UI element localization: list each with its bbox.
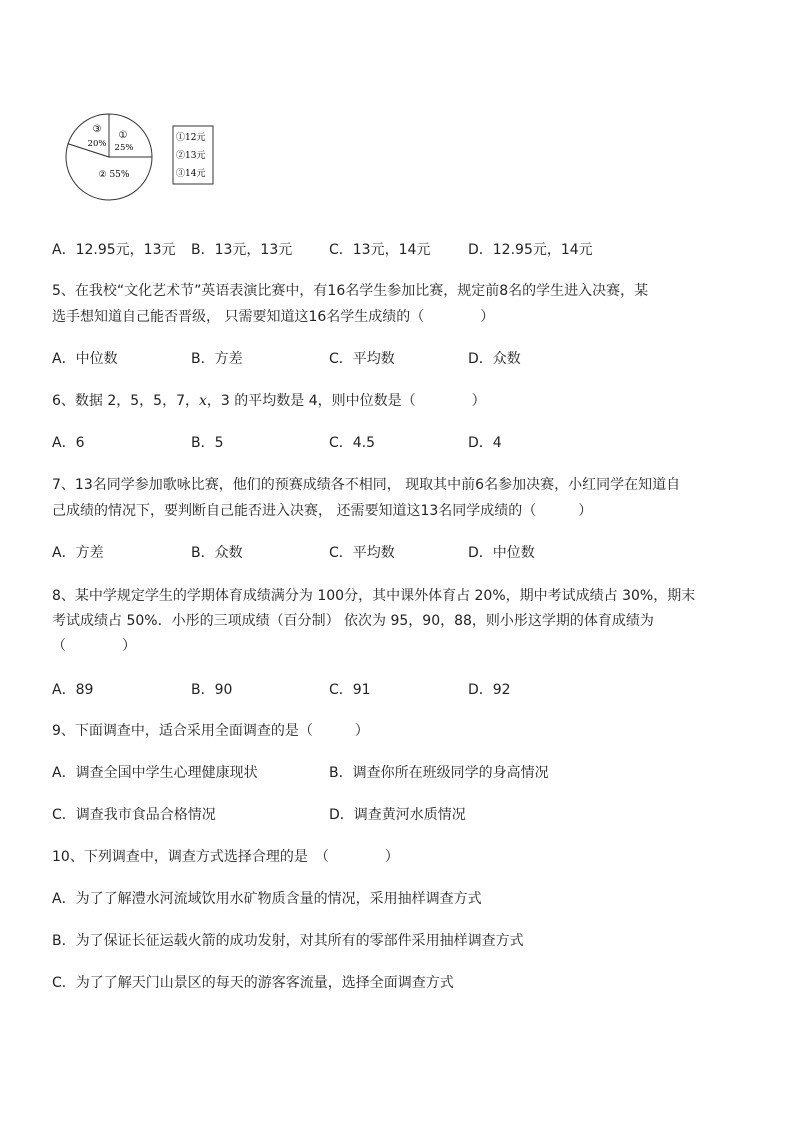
pie-chart — [60, 112, 230, 202]
q6-option-c: C．4.5 — [329, 435, 376, 451]
q7-option-a: A．方差 — [52, 545, 104, 561]
legend-item-1: ①12元 — [176, 133, 206, 143]
q9-option-c: C．调查我市食品合格情况 — [52, 807, 216, 823]
q6-option-d: D．4 — [468, 435, 502, 451]
q9-option-a: A．调查全国中学生心理健康现状 — [52, 765, 258, 781]
q6-variable-x: x — [199, 393, 207, 409]
legend-item-3: ③14元 — [176, 169, 206, 179]
q7-option-c: C．平均数 — [329, 545, 395, 561]
q4-option-d: D．12.95元，14元 — [468, 242, 593, 258]
q9-stem: 9、下面调查中，适合采用全面调查的是（ ） — [52, 723, 369, 739]
q10-option-a: A．为了了解澧水河流域饮用水矿物质含量的情况，采用抽样调查方式 — [52, 891, 482, 907]
q6-stem — [52, 391, 486, 411]
q9-option-b: B．调查你所在班级同学的身高情况 — [329, 765, 549, 781]
q5-option-c: C．平均数 — [329, 351, 395, 367]
q5-option-d: D．众数 — [468, 351, 521, 367]
q6-option-a: A．6 — [52, 435, 85, 451]
q8-option-c: C．91 — [329, 682, 371, 698]
slice-1-marker: ① — [118, 130, 128, 141]
q8-option-a: A．89 — [52, 682, 94, 698]
q8-stem-line1: 8、某中学规定学生的学期体育成绩满分为 100分，其中课外体育占 20%，期中考试成绩占 30%，期末 — [52, 588, 696, 604]
q7-stem-line2: 己成绩的情况下，要判断自己能否进入决赛， 还需要知道这13名同学成绩的（ ） — [52, 503, 593, 519]
q7-stem-line1: 7、13名同学参加歌咏比赛，他们的预赛成绩各不相同， 现取其中前6名参加决赛，小红同学在知道自 — [52, 477, 681, 493]
q5-stem-line1: 5、在我校“文化艺术节”英语表演比赛中，有16名学生参加比赛，规定前8名的学生进入决赛，某 — [52, 283, 649, 299]
q7-option-b: B．众数 — [191, 545, 243, 561]
q5-stem-line2: 选手想知道自己能否晋级， 只需要知道这16名学生成绩的（ ） — [52, 309, 495, 325]
q6-option-b: B．5 — [191, 435, 224, 451]
q4-option-b: B．13元，13元 — [191, 242, 293, 258]
pie-slices — [66, 114, 152, 200]
q10-option-b: B．为了保证长征运载火箭的成功发射，对其所有的零部件采用抽样调查方式 — [52, 933, 524, 949]
q4-option-a: A．12.95元，13元 — [52, 242, 176, 258]
q10-stem: 10、下列调查中，调查方式选择合理的是 （ ） — [52, 849, 399, 865]
slice-3-label: 20% — [87, 139, 107, 149]
q8-option-b: B．90 — [191, 682, 233, 698]
slice-1-label: 25% — [114, 143, 134, 153]
legend-item-2: ②13元 — [176, 151, 206, 161]
q7-option-d: D．中位数 — [468, 545, 535, 561]
q10-option-c: C．为了了解天门山景区的每天的游客客流量，选择全面调查方式 — [52, 975, 454, 991]
q5-option-b: B．方差 — [191, 351, 243, 367]
q9-option-d: D．调查黄河水质情况 — [329, 807, 466, 823]
q4-option-c: C．13元，14元 — [329, 242, 431, 258]
q6-stem-post: ，3 的平均数是 4，则中位数是（ ） — [206, 393, 486, 409]
slice-2-label: ② 55% — [98, 170, 130, 180]
q8-stem-line3: （ ） — [52, 638, 136, 654]
q8-option-d: D．92 — [468, 682, 511, 698]
q6-stem-pre: 6、数据 2，5，5，7， — [52, 393, 199, 409]
slice-3-marker: ③ — [92, 124, 102, 135]
q5-option-a: A．中位数 — [52, 351, 118, 367]
q8-stem-line2: 考试成绩占 50%．小彤的三项成绩（百分制） 依次为 95，90，88，则小彤这学期的体育成绩为 — [52, 613, 654, 629]
